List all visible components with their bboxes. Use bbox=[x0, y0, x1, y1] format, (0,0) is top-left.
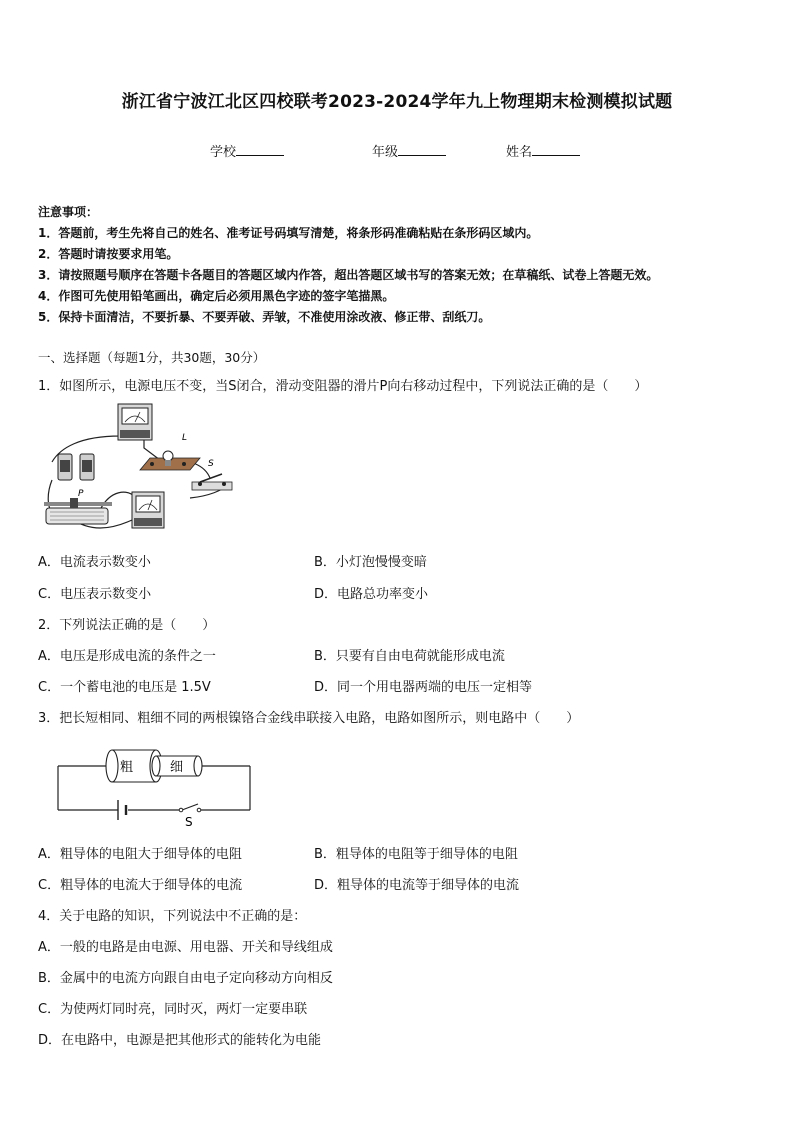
q4-option-d: D．在电路中，电源是把其他形式的能转化为电能 bbox=[38, 1033, 322, 1048]
q2-option-c: C．一个蓄电池的电压是 1.5V bbox=[38, 680, 211, 695]
switch-label: S bbox=[185, 815, 193, 828]
q1-circuit-figure bbox=[40, 400, 240, 540]
q2-option-b: B．只要有自由电荷就能形成电流 bbox=[314, 649, 505, 664]
q2-option-d: D．同一个用电器两端的电压一定相等 bbox=[314, 680, 533, 695]
battery-icon bbox=[118, 800, 126, 820]
q3-circuit-figure bbox=[52, 742, 257, 828]
thick-label: 粗 bbox=[120, 760, 134, 775]
switch-label: S bbox=[208, 459, 214, 469]
q3-option-b: B．粗导体的电阻等于细导体的电阻 bbox=[314, 847, 518, 862]
notice-item: 3．请按照题号顺序在答题卡各题目的答题区域内作答，超出答题区域书写的答案无效；在草稿纸、试卷上答题无效。 bbox=[38, 268, 659, 282]
school-label: 学校 bbox=[210, 145, 237, 160]
question-3-stem: 3．把长短相同、粗细不同的两根镍铬合金线串联接入电路，电路如图所示，则电路中（ ） bbox=[38, 711, 580, 726]
school-blank bbox=[236, 143, 284, 156]
slider-label: P bbox=[78, 489, 84, 499]
notice-item: 4．作图可先使用铅笔画出，确定后必须用黑色字迹的签字笔描黑。 bbox=[38, 289, 395, 303]
q2-option-a: A．电压是形成电流的条件之一 bbox=[38, 649, 216, 664]
grade-field bbox=[372, 141, 446, 160]
notice-item: 5．保持卡面清洁，不要折暴、不要弄破、弄皱，不准使用涂改液、修正带、刮纸刀。 bbox=[38, 310, 491, 324]
thin-label: 细 bbox=[170, 760, 184, 775]
ammeter-icon bbox=[132, 492, 164, 528]
q1-option-a: A．电流表示数变小 bbox=[38, 555, 151, 570]
name-blank bbox=[532, 143, 580, 156]
question-2-stem: 2．下列说法正确的是（ ） bbox=[38, 618, 216, 633]
q1-option-c: C．电压表示数变小 bbox=[38, 587, 152, 602]
voltmeter-icon bbox=[118, 404, 152, 440]
rheostat-icon bbox=[44, 498, 112, 524]
switch-icon bbox=[192, 474, 232, 490]
q1-option-d: D．电路总功率变小 bbox=[314, 587, 429, 602]
q4-option-c: C．为使两灯同时亮，同时灭，两灯一定要串联 bbox=[38, 1002, 308, 1017]
switch-icon bbox=[179, 808, 201, 812]
lamp-icon bbox=[140, 451, 200, 470]
notice-item: 2．答题时请按要求用笔。 bbox=[38, 247, 179, 261]
page-title: 浙江省宁波江北区四校联考2023-2024学年九上物理期末检测模拟试题 bbox=[121, 92, 673, 112]
q4-option-b: B．金属中的电流方向跟自由电子定向移动方向相反 bbox=[38, 971, 333, 986]
school-field bbox=[210, 141, 284, 160]
question-1-stem: 1．如图所示，电源电压不变，当S闭合，滑动变阻器的滑片P向右移动过程中，下列说法正确的是（ ） bbox=[38, 379, 648, 394]
q4-option-a: A．一般的电路是由电源、用电器、开关和导线组成 bbox=[38, 940, 333, 955]
question-4-stem: 4．关于电路的知识，下列说法中不正确的是： bbox=[38, 909, 307, 924]
grade-blank bbox=[398, 143, 446, 156]
section-heading: 一、选择题（每题1分，共30题，30分） bbox=[38, 350, 266, 365]
grade-label: 年级 bbox=[372, 145, 399, 160]
q3-option-c: C．粗导体的电流大于细导体的电流 bbox=[38, 878, 243, 893]
name-field bbox=[506, 141, 580, 160]
q3-option-a: A．粗导体的电阻大于细导体的电阻 bbox=[38, 847, 242, 862]
notice-heading: 注意事项： bbox=[38, 205, 99, 219]
q3-option-d: D．粗导体的电流等于细导体的电流 bbox=[314, 878, 520, 893]
name-label: 姓名 bbox=[506, 145, 533, 160]
notice-item: 1．答题前，考生先将自己的姓名、准考证号码填写清楚，将条形码准确粘贴在条形码区域内。 bbox=[38, 226, 539, 240]
lamp-label: L bbox=[182, 433, 188, 443]
battery-icon bbox=[58, 454, 94, 480]
q1-option-b: B．小灯泡慢慢变暗 bbox=[314, 555, 427, 570]
